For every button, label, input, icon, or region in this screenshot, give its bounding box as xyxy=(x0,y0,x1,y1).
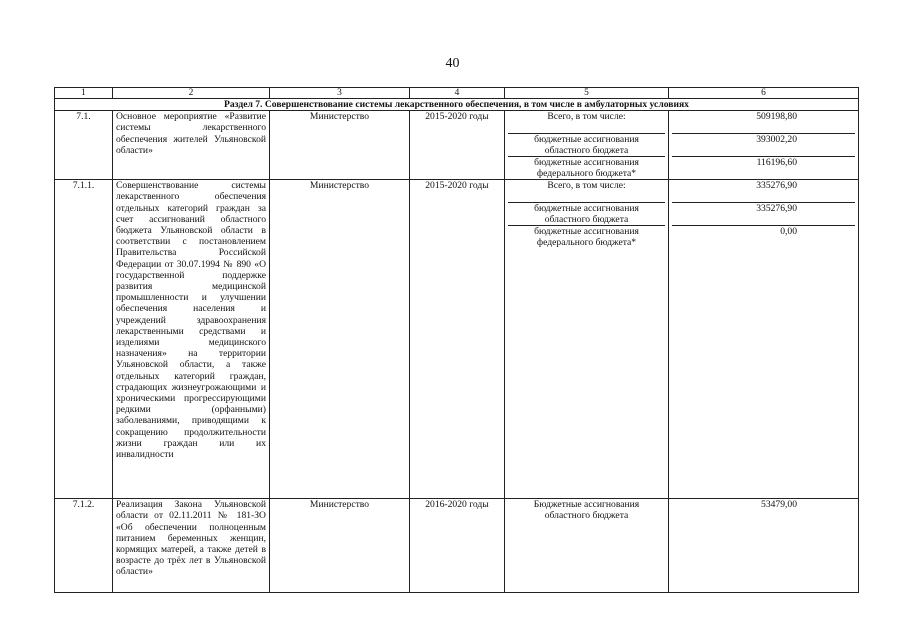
row-period: 2015-2020 годы xyxy=(410,180,505,499)
funding-source-label: Всего, в том числе: xyxy=(508,111,665,134)
funding-value: 393002,20 xyxy=(672,134,855,157)
funding-value: 116196,60 xyxy=(756,157,797,169)
row-period: 2016-2020 годы xyxy=(410,499,505,593)
row-executor: Министерство xyxy=(270,180,410,499)
funding-value: 53479,00 xyxy=(761,499,797,511)
section-header-row xyxy=(55,99,859,111)
row-executor: Министерство xyxy=(270,499,410,593)
funding-sources xyxy=(505,499,669,593)
row-number: 7.1.2. xyxy=(55,499,113,593)
funding-value: 335276,90 xyxy=(672,203,855,226)
page-number: 40 xyxy=(445,56,460,71)
row-number: 7.1. xyxy=(55,111,113,180)
column-number: 3 xyxy=(270,88,410,99)
column-number-row xyxy=(55,88,859,99)
row-description: Реализация Закона Ульяновской области от 02.11.2011 № 181-ЗО «Об обеспечении полноценным питанием беременных женщин, кормящих матерей, а также детей в возрасте до трёх лет в Ульяновской области» xyxy=(113,499,270,593)
column-number: 1 xyxy=(55,88,113,99)
funding-source-label: бюджетные ассигнования федерального бюджета* xyxy=(534,226,639,249)
program-table xyxy=(54,87,859,593)
table-row xyxy=(55,111,859,180)
row-period: 2015-2020 годы xyxy=(410,111,505,180)
funding-values xyxy=(669,111,859,180)
funding-values xyxy=(669,180,859,499)
funding-value: 0,00 xyxy=(780,226,797,238)
table-row xyxy=(55,180,859,499)
row-executor: Министерство xyxy=(270,111,410,180)
funding-sources xyxy=(505,111,669,180)
funding-values xyxy=(669,499,859,593)
column-number: 4 xyxy=(410,88,505,99)
column-number: 5 xyxy=(505,88,669,99)
funding-source-label: бюджетные ассигнования областного бюджета xyxy=(508,203,665,226)
row-description: Основное мероприятие «Развитие системы лекарственного обеспечения жителей Ульяновской области» xyxy=(113,111,270,180)
funding-value: 335276,90 xyxy=(672,180,855,203)
section-title: Раздел 7. Совершенствование системы лекарственного обеспечения, в том числе в амбулаторных условиях xyxy=(55,99,859,111)
funding-source-label: Бюджетные ассигнования областного бюджета xyxy=(533,499,640,522)
table-row xyxy=(55,499,859,593)
funding-value: 509198,80 xyxy=(672,111,855,134)
funding-source-label: бюджетные ассигнования областного бюджета xyxy=(508,134,665,157)
funding-source-label: бюджетные ассигнования федерального бюджета* xyxy=(534,157,639,180)
column-number: 6 xyxy=(669,88,859,99)
row-description: Совершенствование системы лекарственного обеспечения отдельных категорий граждан за счет ассигнований областного бюджета Ульяновской области в соответствии с постановлением Правительства Российской Федерации от 30.07.1994 № 890 «О государственной поддержке развития медицинской промышленности и улучшении обеспечения населения и учреждений здравоохранения лекарственными средствами и изделиями медицинского назначения» на территории Ульяновской области, а также отдельных категорий граждан, страдающих жизнеугрожающими и хроническими прогрессирующими редкими (орфанными) заболеваниями, приводящими к сокращению продолжительности жизни граждан или их инвалидности xyxy=(113,180,270,499)
row-number: 7.1.1. xyxy=(55,180,113,499)
column-number: 2 xyxy=(113,88,270,99)
funding-sources xyxy=(505,180,669,499)
funding-source-label: Всего, в том числе: xyxy=(508,180,665,203)
